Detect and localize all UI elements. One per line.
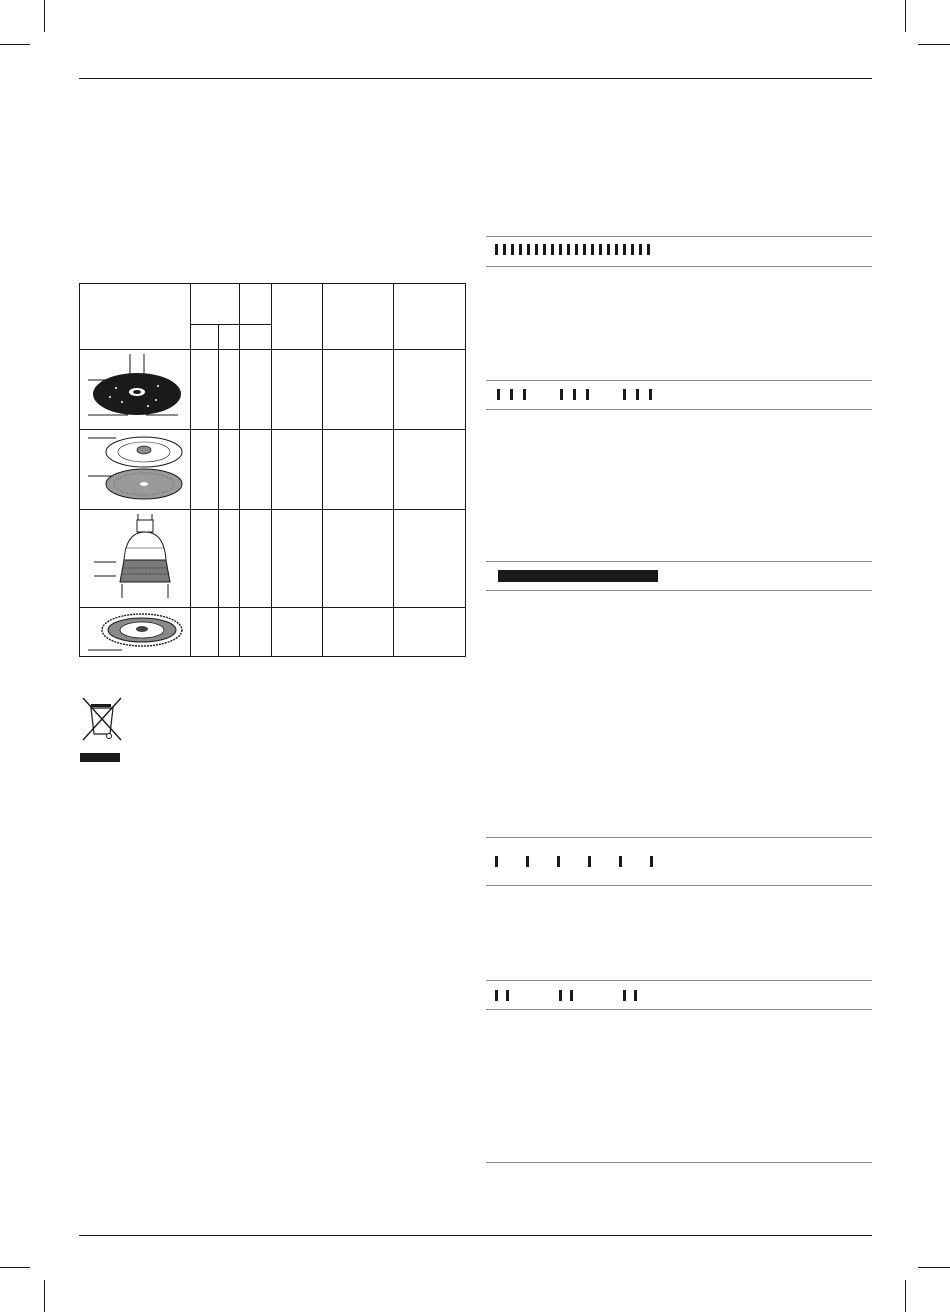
crossed-out-wheelie-bin-icon [79, 696, 123, 764]
section-rule [486, 561, 872, 562]
crop-mark [918, 1267, 950, 1268]
section-heading-placeholder [495, 244, 650, 255]
header-rule [79, 78, 872, 79]
grinding-disc-icon [86, 352, 188, 426]
table-col-divider [393, 284, 394, 656]
section-rule [486, 885, 872, 886]
table-col-divider [322, 284, 323, 656]
section-rule [486, 1009, 872, 1010]
section-heading-placeholder [495, 990, 637, 1001]
table-col-divider [190, 284, 191, 656]
section-heading-placeholder [495, 856, 653, 867]
section-rule [486, 409, 872, 410]
crop-mark [44, 1280, 45, 1312]
section-heading-placeholder [497, 389, 652, 400]
table-row-line [80, 429, 465, 430]
section-rule [486, 590, 872, 591]
table-col-divider [271, 284, 272, 656]
crop-mark [905, 1280, 906, 1312]
accessory-table [79, 283, 466, 657]
table-row-line [80, 607, 465, 608]
crop-mark [44, 0, 45, 32]
section-rule [486, 1162, 872, 1163]
crop-mark [0, 44, 30, 45]
section-rule [486, 266, 872, 267]
table-row-line [80, 349, 465, 350]
crop-mark [905, 0, 906, 32]
table-row-line [80, 509, 465, 510]
crop-mark [918, 44, 950, 45]
section-heading-placeholder [498, 570, 658, 582]
section-rule [486, 380, 872, 381]
section-rule [486, 837, 872, 838]
cup-wire-brush-icon [86, 512, 188, 604]
section-rule [486, 236, 872, 237]
table-subheader-line [190, 324, 271, 325]
wheel-wire-brush-icon [86, 610, 188, 654]
crop-mark [0, 1267, 30, 1268]
footer-rule [79, 1235, 872, 1236]
table-col-divider [239, 284, 240, 656]
backing-pad-and-flap-disc-icon [86, 432, 188, 506]
section-rule [486, 980, 872, 981]
